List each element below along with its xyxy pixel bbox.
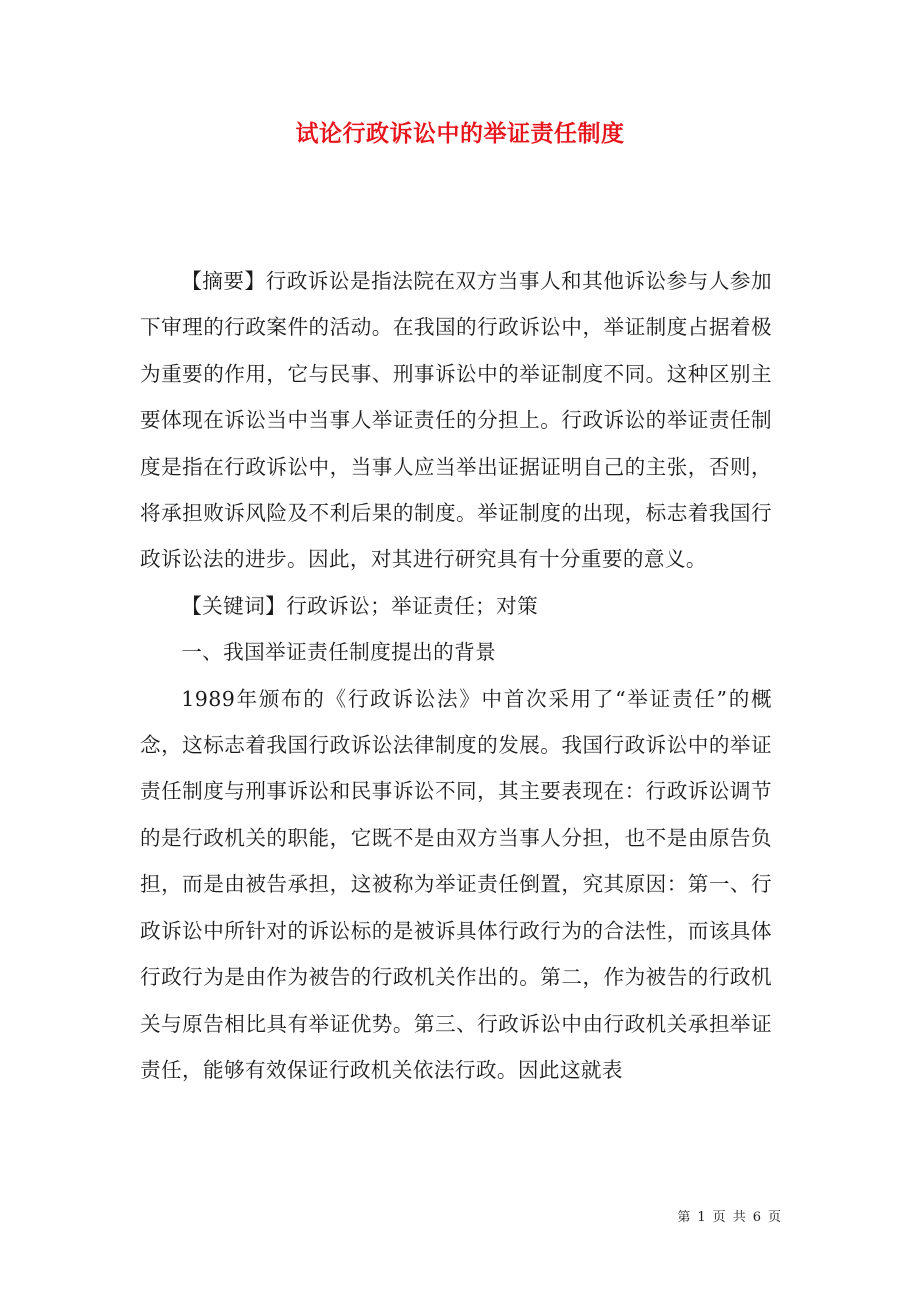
keywords-paragraph: 【关键词】行政诉讼；举证责任；对策 [181,593,539,618]
total-prefix: 共 [732,1210,746,1225]
total-pages: 6 [752,1210,761,1225]
section-heading: 一、我国举证责任制度提出的背景 [181,640,497,665]
page-footer [677,1208,781,1228]
abstract-paragraph: 【摘要】行政诉讼是指法院在双方当事人和其他诉讼参与人参加下审理的行政案件的活动。在我国的行政诉讼中，举证制度占据着极为重要的作用，它与民事、刑事诉讼中的举证制度不同。这种区别主要体现在诉讼当中当事人举证责任的分担上。行政诉讼的举证责任制度是指在行政诉讼中，当事人应当举出证据证明自己的主张，否则，将承担败诉风险及不利后果的制度。举证制度的出现，标志着我国行政诉讼法的进步。因此，对其进行研究具有十分重要的意义。 [140,269,772,572]
body-paragraph: 1989年颁布的《行政诉讼法》中首次采用了“举证责任”的概念，这标志着我国行政诉讼法律制度的发展。我国行政诉讼中的举证责任制度与刑事诉讼和民事诉讼不同，其主要表现在：行政诉讼调节的是行政机关的职能，它既不是由双方当事人分担，也不是由原告负担，而是由被告承担，这被称为举证责任倒置，究其原因：第一、行政诉讼中所针对的诉讼标的是被诉具体行政行为的合法性，而该具体行政行为是由作为被告的行政机关作出的。第二，作为被告的行政机关与原告相比具有举证优势。第三、行政诉讼中由行政机关承担举证责任，能够有效保证行政机关依法行政。因此这就表 [140,686,772,1082]
page-number: 1 [697,1210,706,1225]
page-prefix: 第 [677,1210,691,1225]
document-body [140,258,772,1093]
page-unit: 页 [712,1210,726,1225]
total-unit: 页 [767,1210,781,1225]
document-title: 试论行政诉讼中的举证责任制度 [295,120,625,147]
